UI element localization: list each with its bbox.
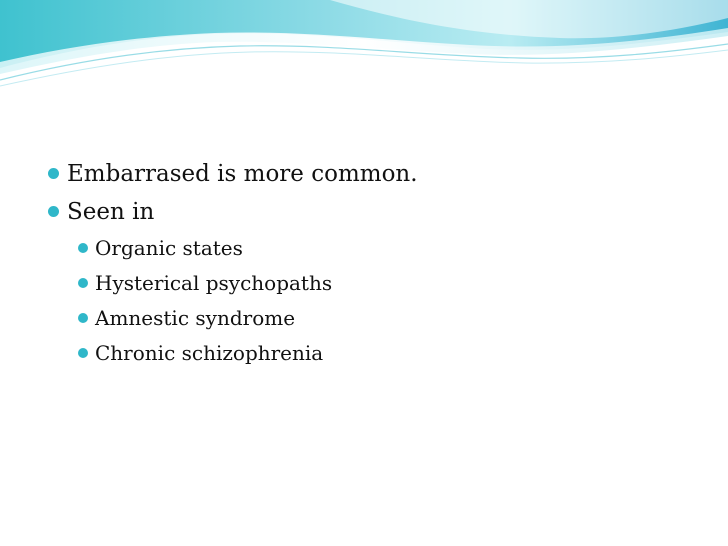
bullet-item-2 [48, 198, 154, 226]
sub-bullet-item-2 [78, 270, 332, 296]
bullet-text: Seen in [67, 199, 155, 225]
bullet-dot-icon [78, 243, 88, 253]
bullet-item-1 [48, 160, 418, 188]
sub-bullet-text: Hysterical psychopaths [95, 271, 333, 295]
bullet-text: Embarrased is more common. [67, 161, 418, 187]
sub-bullet-text: Chronic schizophrenia [95, 341, 324, 365]
bullet-dot-icon [48, 206, 59, 217]
bullet-dot-icon [78, 348, 88, 358]
sub-bullet-item-1 [78, 235, 243, 261]
sub-bullet-text: Organic states [95, 236, 243, 260]
sub-bullet-text: Amnestic syndrome [95, 306, 296, 330]
sub-bullet-item-3 [78, 305, 295, 331]
bullet-dot-icon [78, 313, 88, 323]
bullet-dot-icon [48, 168, 59, 179]
bullet-dot-icon [78, 278, 88, 288]
sub-bullet-item-4 [78, 340, 323, 366]
